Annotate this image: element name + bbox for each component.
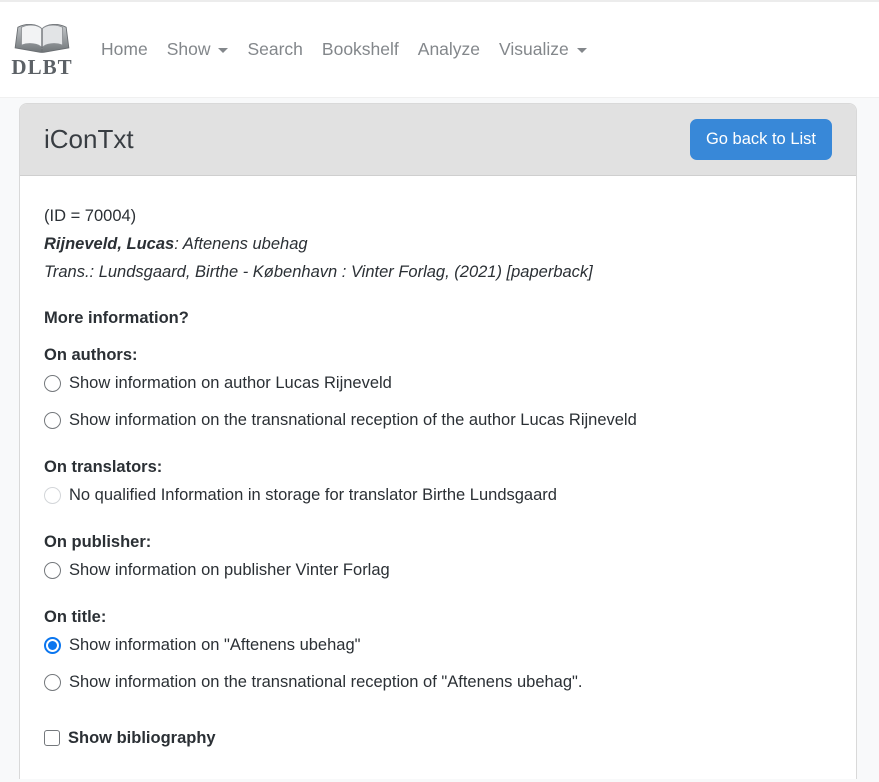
radio-author-reception[interactable] (44, 412, 61, 429)
bibliography-label[interactable]: Show bibliography (68, 729, 216, 747)
nav-item-bookshelf[interactable] (313, 31, 408, 68)
nav-item-home[interactable] (92, 31, 157, 68)
record-id: (ID = 70004) (44, 207, 137, 225)
record-translation-line: Trans.: Lundsgaard, Birthe - København : Vinter Forlag, (2021) [paperback] (44, 263, 593, 281)
icontxt-card (19, 103, 857, 779)
nav-links (92, 31, 597, 68)
chevron-down-icon (218, 48, 228, 53)
record-author: Rijneveld, Lucas (44, 235, 175, 253)
option-row (44, 483, 832, 507)
option-label: No qualified Information in storage for translator Birthe Lundsgaard (69, 486, 557, 504)
option-row[interactable] (44, 558, 832, 582)
section-heading: On translators: (44, 458, 163, 476)
section-heading: On authors: (44, 346, 138, 364)
bibliography-checkbox[interactable] (44, 730, 60, 746)
option-label[interactable]: Show information on "Aftenens ubehag" (69, 636, 361, 654)
dlbt-logo[interactable] (8, 21, 76, 78)
bibliography-row[interactable] (44, 726, 832, 750)
nav-item-label: Search (247, 39, 303, 59)
section-publisher (44, 528, 832, 582)
chevron-down-icon (577, 48, 587, 53)
radio-publisher-info[interactable] (44, 562, 61, 579)
nav-item-label: Home (101, 39, 148, 59)
radio-title-info[interactable] (44, 637, 61, 654)
option-row[interactable] (44, 408, 832, 432)
more-information-prompt: More information? (44, 309, 189, 327)
section-heading: On title: (44, 608, 107, 626)
radio-author-info[interactable] (44, 375, 61, 392)
nav-item-visualize[interactable] (490, 31, 596, 68)
option-row[interactable] (44, 670, 832, 694)
section-authors (44, 341, 832, 432)
section-title (44, 603, 832, 694)
card-body (20, 176, 856, 776)
radio-translator-info (44, 487, 61, 504)
nav-item-label: Bookshelf (321, 39, 399, 59)
option-row[interactable] (44, 633, 832, 657)
record-title: : Aftenens ubehag (174, 235, 308, 253)
nav-item-label: Visualize (499, 39, 569, 59)
option-label[interactable]: Show information on publisher Vinter Forlag (69, 561, 390, 579)
brand-text: DLBT (11, 55, 73, 79)
go-back-to-list-button[interactable]: Go back to List (690, 119, 832, 160)
record-title-line (44, 230, 832, 258)
option-label[interactable]: Show information on the transnational reception of the author Lucas Rijneveld (69, 411, 637, 429)
option-row[interactable] (44, 371, 832, 395)
top-navbar (0, 0, 879, 98)
nav-item-analyze[interactable] (409, 31, 489, 68)
page-title: iConTxt (44, 124, 134, 154)
nav-item-search[interactable] (238, 31, 311, 68)
card-header (20, 104, 856, 176)
page-background (0, 98, 879, 779)
option-label[interactable]: Show information on the transnational reception of "Aftenens ubehag". (69, 673, 583, 691)
section-translators (44, 453, 832, 507)
nav-item-show[interactable] (158, 31, 238, 68)
section-heading: On publisher: (44, 533, 152, 551)
radio-title-reception[interactable] (44, 674, 61, 691)
nav-item-label: Analyze (417, 39, 481, 59)
option-label[interactable]: Show information on author Lucas Rijneveld (69, 374, 392, 392)
nav-item-label: Show (166, 39, 211, 59)
